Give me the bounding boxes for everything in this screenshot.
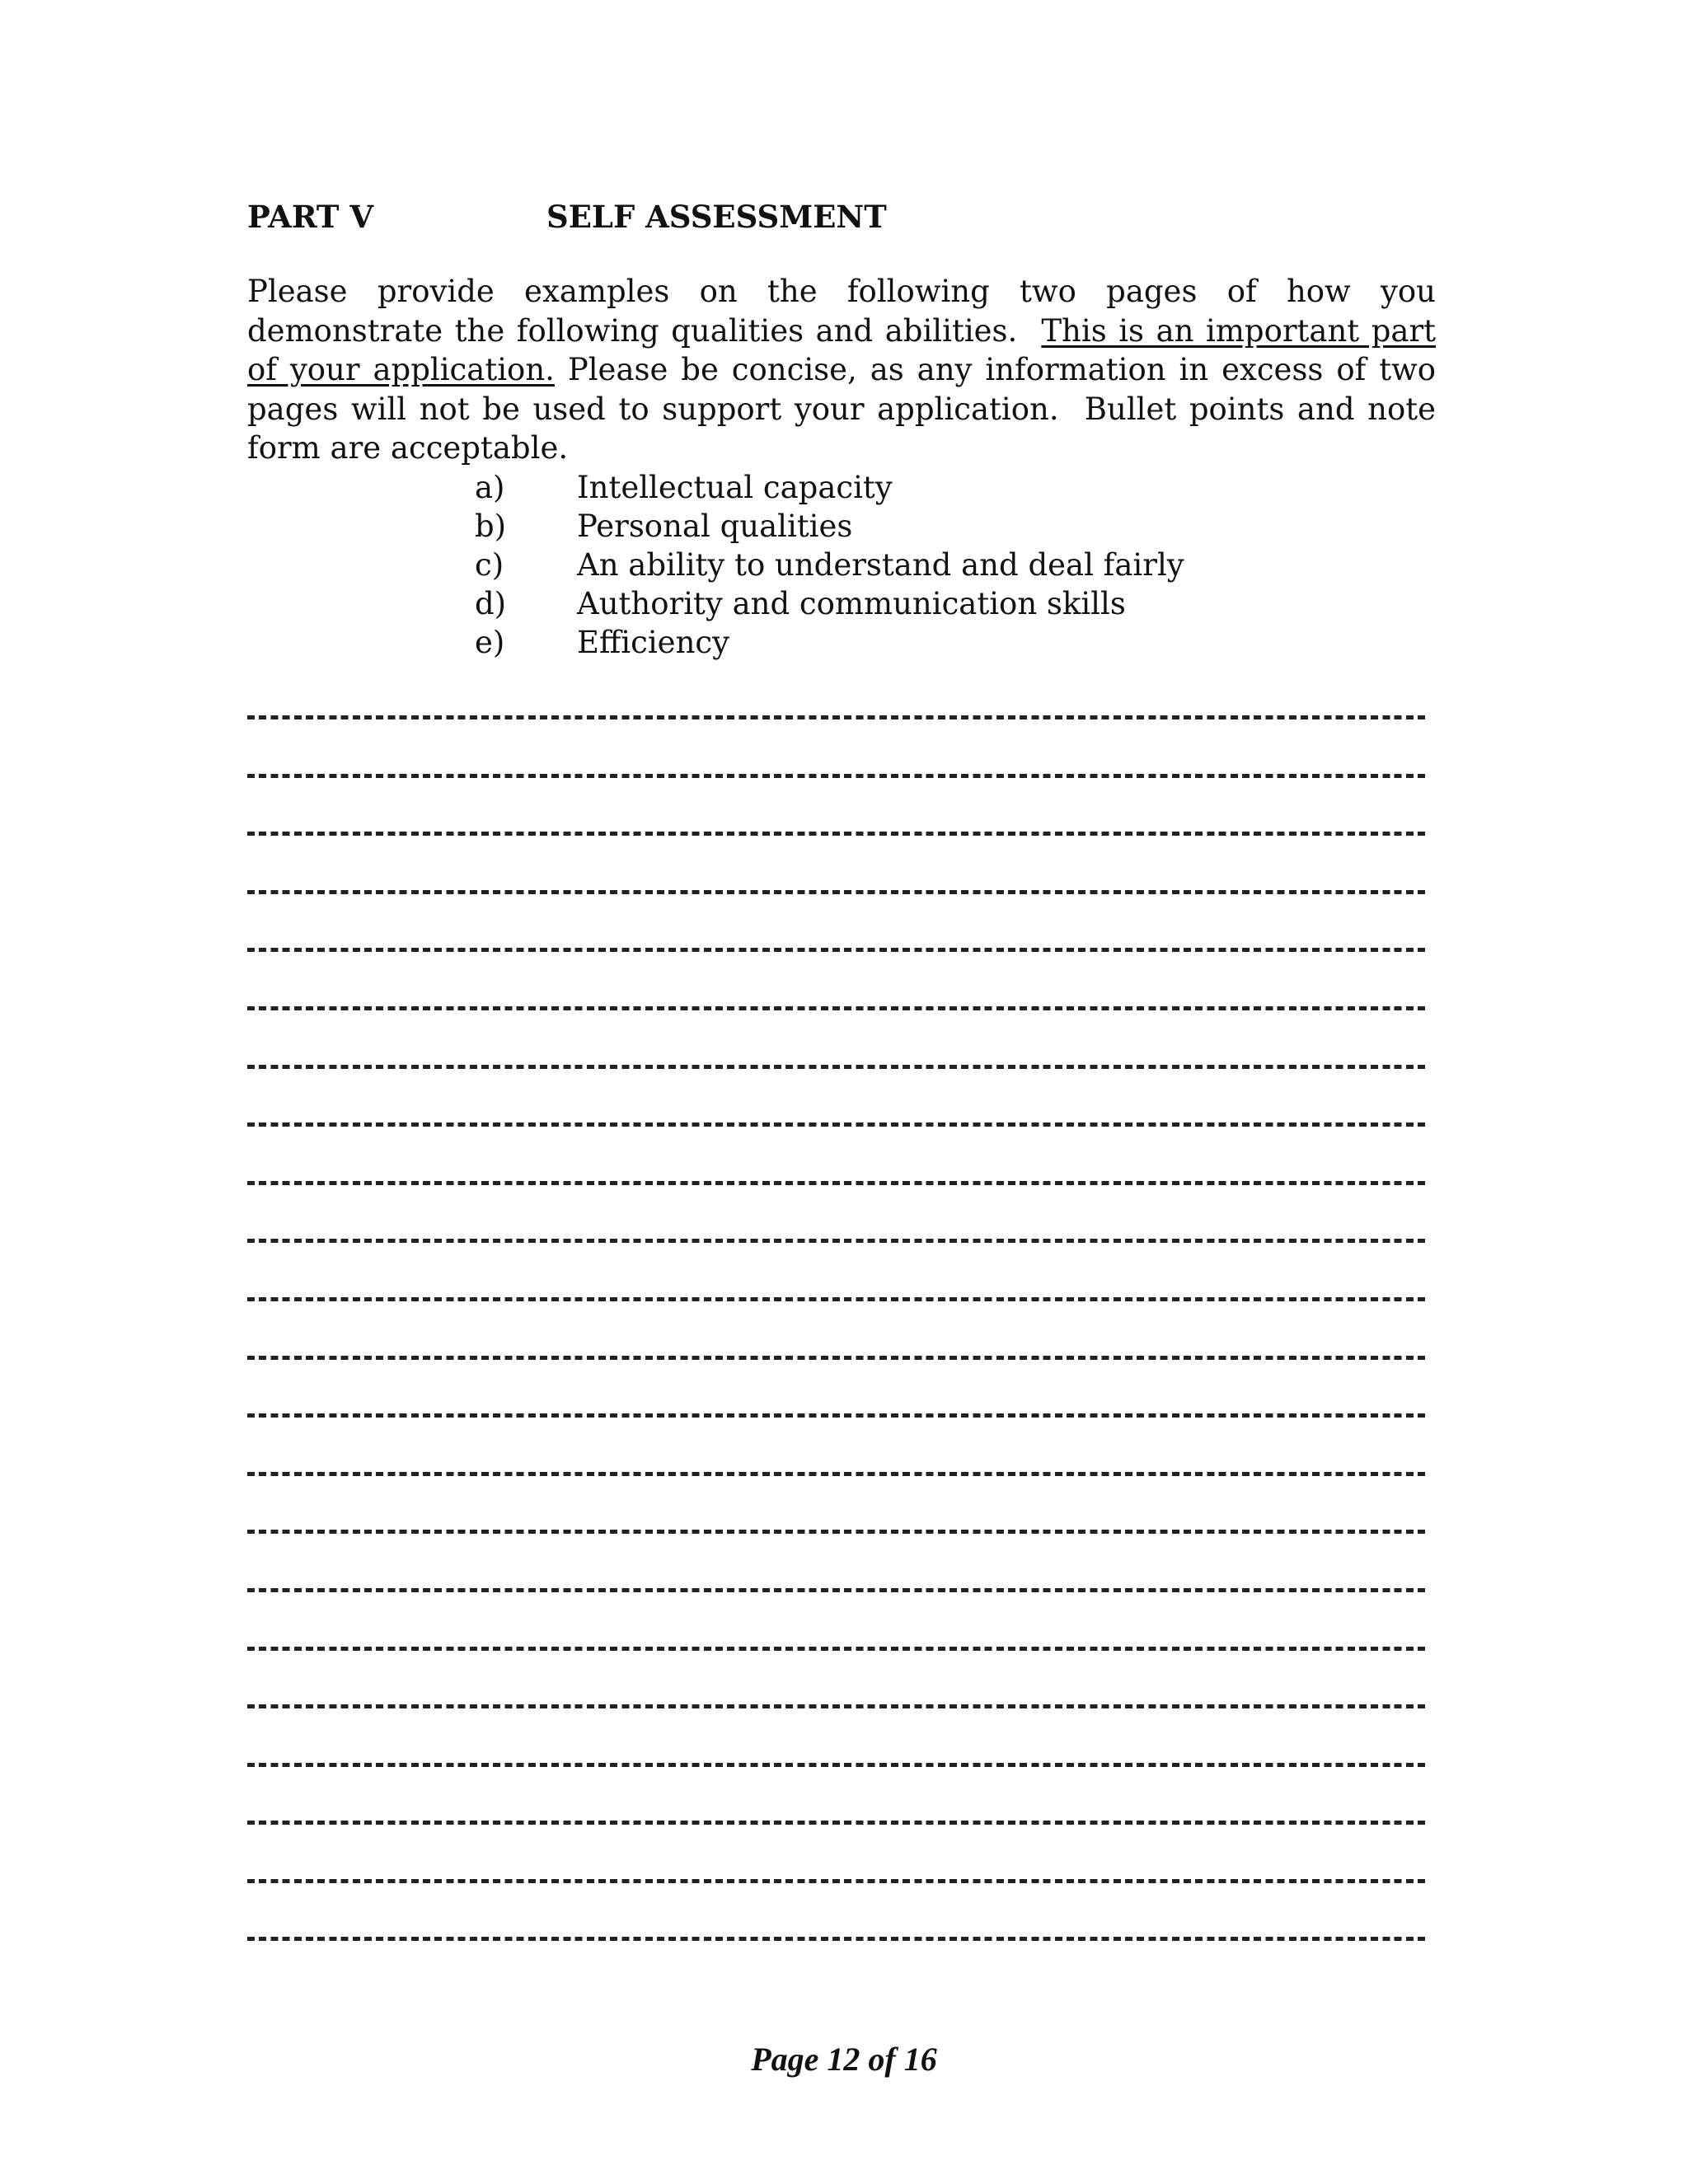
answer-line[interactable]	[247, 1297, 1426, 1301]
answer-line[interactable]	[247, 1821, 1426, 1825]
list-item-letter: b)	[475, 509, 507, 544]
answer-line[interactable]	[247, 1122, 1426, 1127]
part-number: PART V	[247, 199, 374, 235]
list-item-text: Intellectual capacity	[577, 470, 893, 505]
answer-line[interactable]	[247, 1588, 1426, 1592]
page-number: Page 12 of 16	[751, 2041, 937, 2078]
answer-line[interactable]	[247, 1704, 1426, 1708]
answer-line[interactable]	[247, 715, 1426, 719]
answer-line[interactable]	[247, 1065, 1426, 1069]
answer-line[interactable]	[247, 1413, 1426, 1418]
list-item-letter: e)	[475, 625, 505, 660]
instructions-emphasis: This is an important part of your application.	[247, 312, 1436, 387]
answer-line[interactable]	[247, 1239, 1426, 1243]
answer-line[interactable]	[247, 948, 1426, 952]
answer-line[interactable]	[247, 890, 1426, 894]
answer-line[interactable]	[247, 1181, 1426, 1185]
answer-line[interactable]	[247, 832, 1426, 836]
list-item-text: An ability to understand and deal fairly	[577, 547, 1184, 583]
list-item-text: Personal qualities	[577, 509, 853, 544]
list-item-letter: d)	[475, 586, 507, 621]
instructions-paragraph	[247, 272, 1436, 468]
list-item-text: Authority and communication skills	[577, 586, 1126, 621]
answer-line[interactable]	[247, 1472, 1426, 1476]
list-item-letter: c)	[475, 547, 504, 583]
instructions-text-1: Please provide examples on the following two pages of how you demonstrate the following qualities and abilities.	[247, 274, 1436, 349]
answer-line[interactable]	[247, 1879, 1426, 1883]
answer-line[interactable]	[247, 1763, 1426, 1767]
answer-line[interactable]	[247, 774, 1426, 778]
list-item-text: Efficiency	[577, 625, 730, 660]
instructions-text-2: Please be concise, as any information in excess of two pages will not be used to support your application.	[247, 352, 1437, 427]
answer-line[interactable]	[247, 1356, 1426, 1360]
answer-line[interactable]	[247, 1937, 1426, 1941]
answer-line[interactable]	[247, 1006, 1426, 1010]
answer-line[interactable]	[247, 1530, 1426, 1534]
section-title: SELF ASSESSMENT	[546, 199, 887, 235]
answer-lines[interactable]	[247, 715, 1426, 1995]
answer-line[interactable]	[247, 1647, 1426, 1651]
instructions-text-3: Bullet points and note form are acceptable.	[247, 391, 1436, 466]
list-item-letter: a)	[475, 470, 505, 505]
